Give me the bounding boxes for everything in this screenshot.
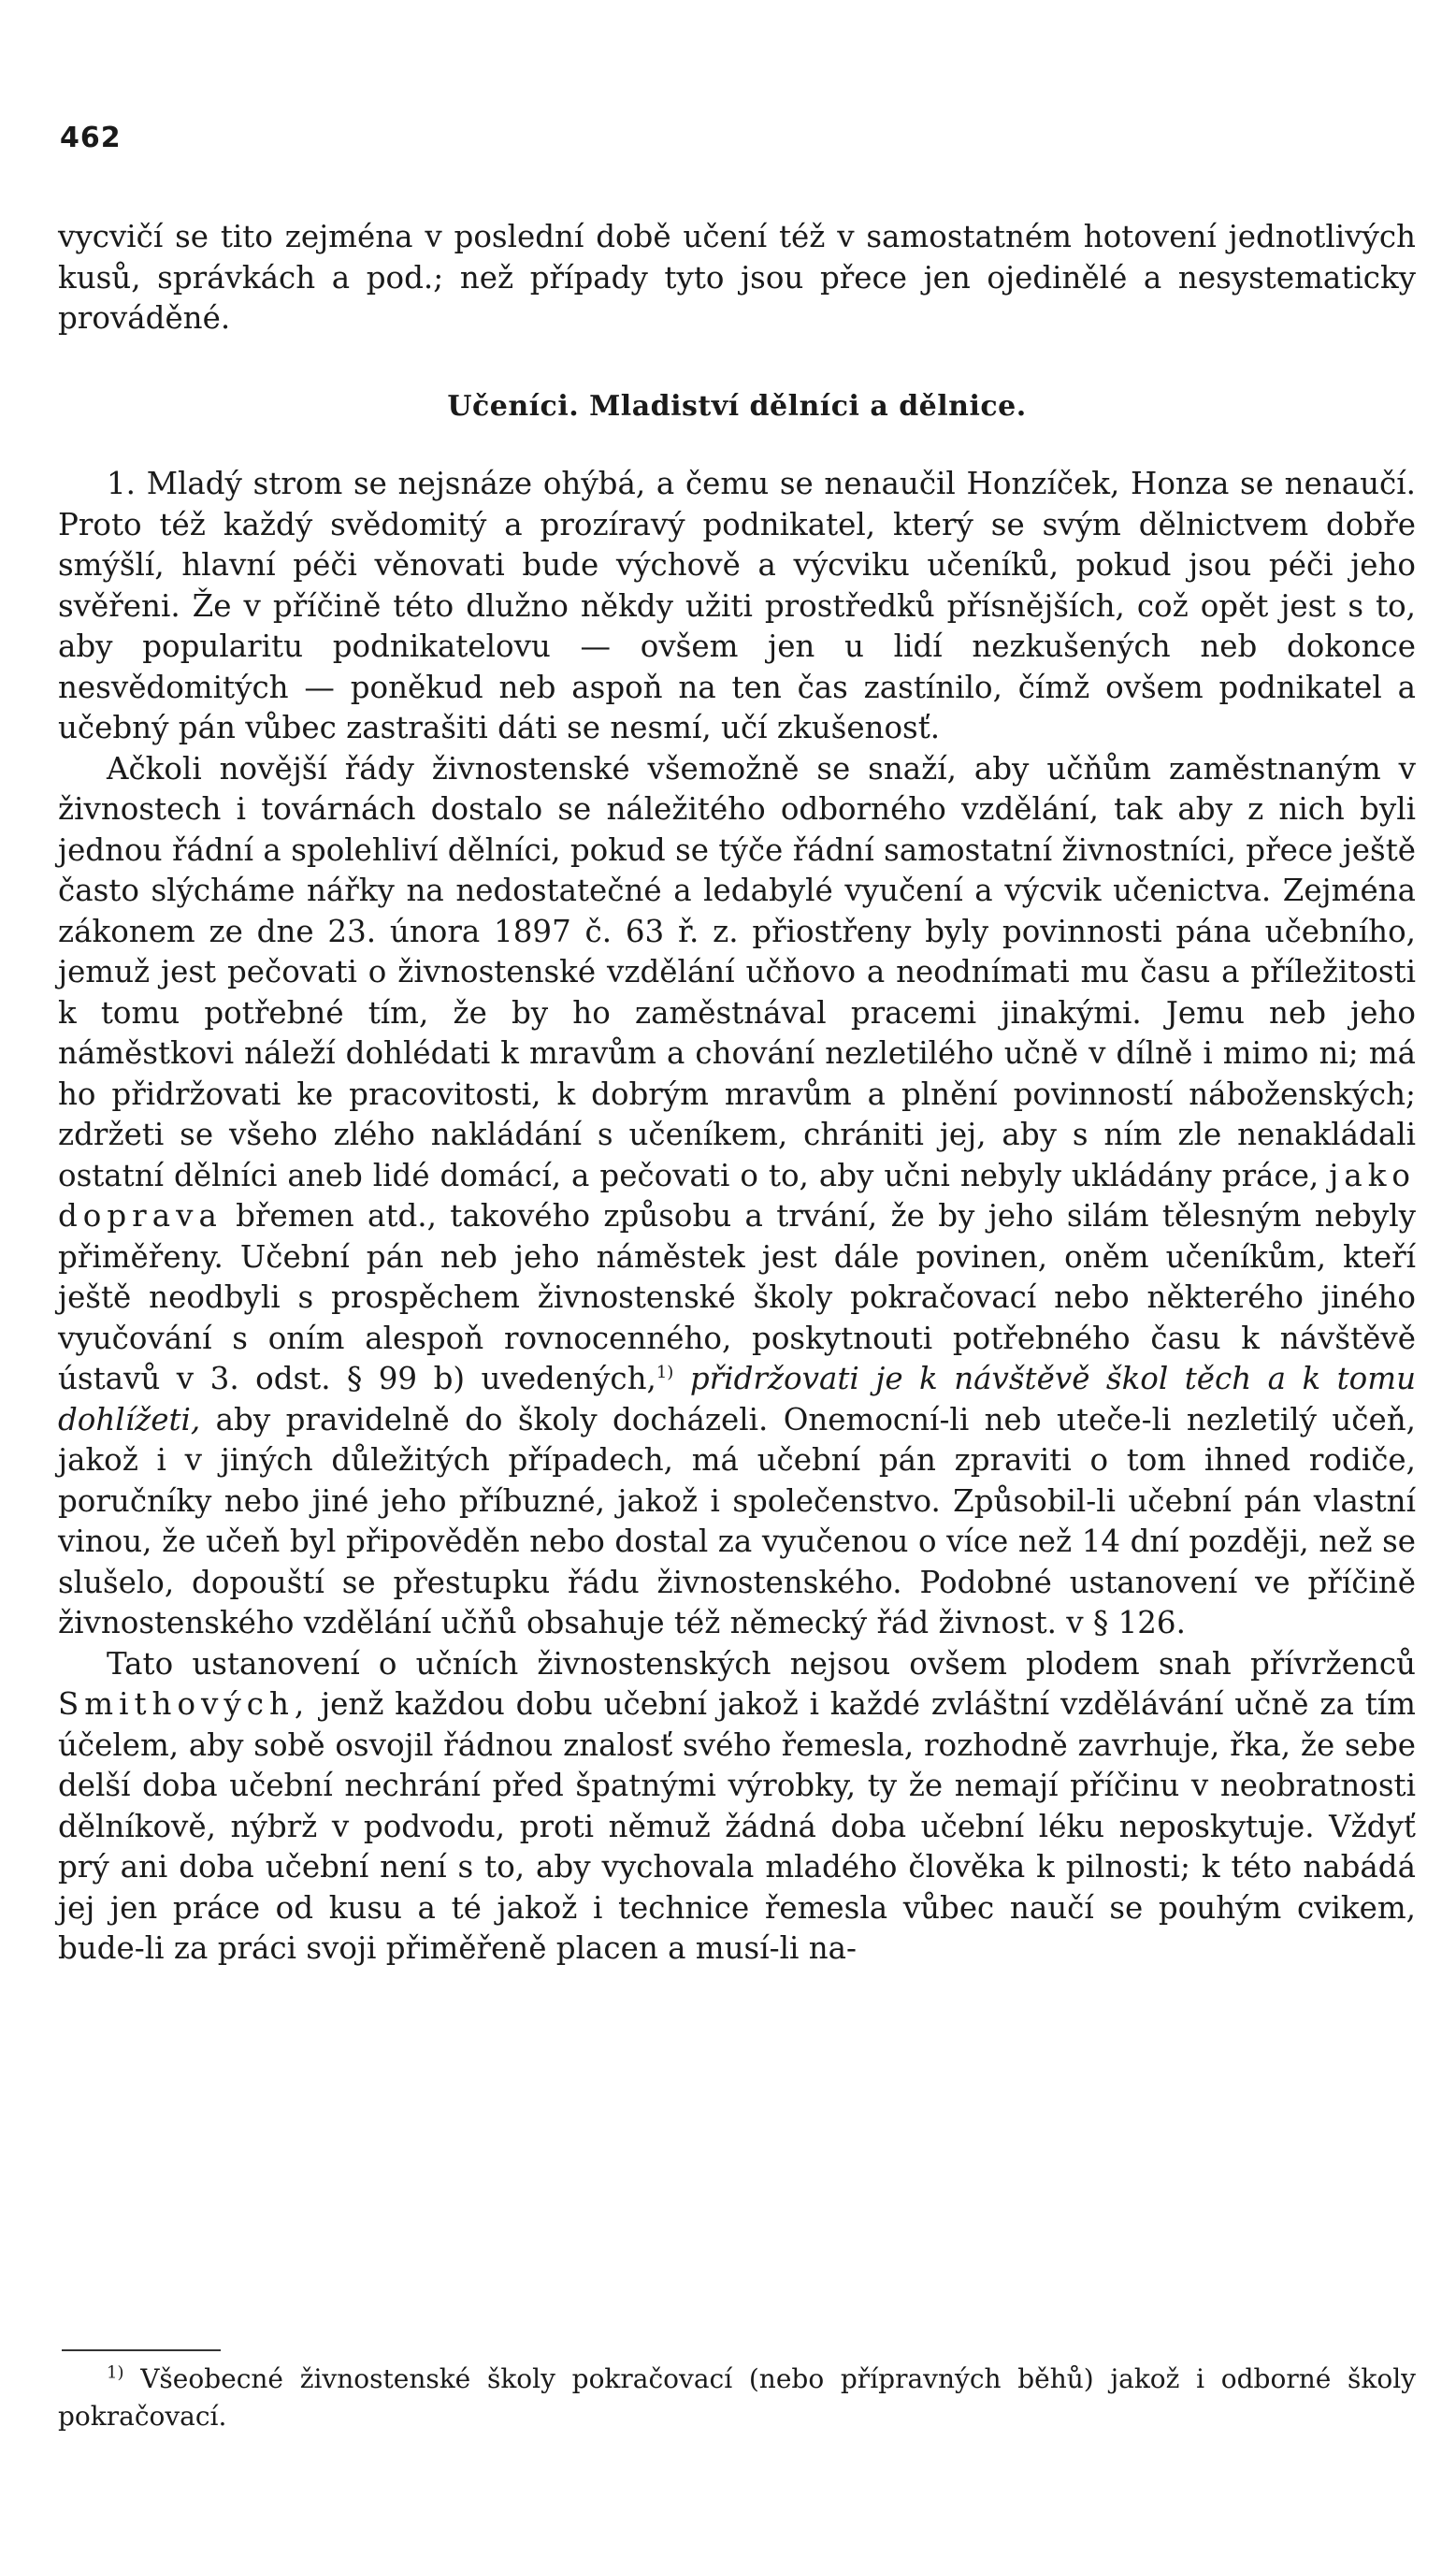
text-run: břemen atd., takového způsobu a trvání, že by jeho silám tělesným nebyly přiměřeny. Učební pán neb jeho náměstek jest dále povinen, oněm učeníkům, kteří ještě neodbyli s prospěchem živnostenské školy pokračovací nebo některého jiného vyučování s oním alespoň rovnocenného, poskytnouti potřebného času k návštěvě ústavů v 3. odst. § 99 b) uvedených,: [58, 1198, 1416, 1396]
paragraph: [58, 1644, 1416, 1970]
italic-emphasis: přidržovati je k návštěvě škol těch a k tomu dohlížeti,: [58, 1361, 1416, 1437]
paragraph: vycvičí se tito zejména v poslední době učení též v samostatném hotovení jednotlivých kusů, správkách a pod.; než případy tyto jsou přece jen ojedinělé a nesystematicky prováděné.: [58, 219, 1416, 336]
section-heading: Učeníci. Mladiství dělníci a dělnice.: [447, 389, 1027, 423]
body-text: [58, 217, 1416, 1970]
text-run: Tato ustanovení o učních živnostenských nejsou ovšem plodem snah přívrženců: [107, 1645, 1416, 1682]
footnote-divider: [62, 2349, 221, 2351]
page-number: 462: [60, 122, 122, 154]
spaced-emphasis: jako doprava: [58, 1157, 1416, 1234]
footnote-marker: 1): [107, 2362, 124, 2383]
footnote: [58, 2361, 1416, 2435]
footnote-text: Všeobecné živnostenské školy pokračovací (nebo přípravných běhů) jakož i odborné školy pokračovací.: [58, 2363, 1416, 2432]
spaced-emphasis: Smithových,: [58, 1686, 310, 1722]
text-run: jenž každou dobu učební jakož i každé zvláštní vzdělávání učně za tím účelem, aby sobě osvojil řádnou znalosť svého řemesla, rozhodně zavrhuje, řka, že sebe delší doba učební nechrání před špatnými výrobky, ty že nemají příčinu v neobratnosti dělníkově, nýbrž v podvodu, proti němuž žádná doba učební léku neposkytuje. Vždyť prý ani doba učební není s to, aby vychovala mladého člověka k pilnosti; k této nabádá jej jen práce od kusu a té jakož i technice řemesla vůbec naučí se pouhým cvikem, bude-li za práci svoji přiměřeně placen a musí-li na-: [58, 1686, 1416, 1966]
text-run: aby pravidelně do školy docházeli. Onemocní-li neb uteče-li nezletilý učeň, jakož i v jiných důležitých případech, má učební pán zpraviti o tom ihned rodiče, poručníky nebo jiné jeho příbuzné, jakož i společenstvo. Způsobil-li učební pán vlastní vinou, že učeň byl připověděn nebo dostal za vyučenou o více než 14 dní později, než se slušelo, dopouští se přestupku řádu živnostenského. Podobné ustanovení ve příčině živnostenského vzdělání učňů obsahuje též německý řád živnost. v § 126.: [58, 1401, 1416, 1640]
paragraph: 1. Mladý strom se nejsnáze ohýbá, a čemu se nenaučil Honzíček, Honza se nenaučí. Proto též každý svědomitý a prozíravý podnikatel, který se svým dělnictvem dobře smýšlí, hlavní péči věnovati bude výchově a výcviku učeníků, pokud jsou péči jeho svěřeni. Že v příčině této dlužno někdy užiti prostředků přísnějších, což opět jest s to, aby popularitu podnikatelovu — ovšem jen u lidí nezkušených neb dokonce nesvědomitých — poněkud neb aspoň na ten čas zastínilo, čímž ovšem podnikatel a učebný pán vůbec zastrašiti dáti se nesmí, učí zkušenosť.: [58, 466, 1416, 745]
footnote-reference: 1): [656, 1363, 674, 1383]
paragraph: [58, 749, 1416, 1644]
text-run: Ačkoli novější řády živnostenské všemožně se snaží, aby učňům zaměstnaným v živnostech i továrnách dostalo se náležitého odborného vzdělání, tak aby z nich byli jednou řádní a spolehliví dělníci, pokud se týče řádní samostatní živnostníci, přece ještě často slýcháme nářky na nedostatečné a ledabylé vyučení a výcvik učenictva. Zejména zákonem ze dne 23. února 1897 č. 63 ř. z. přiostřeny byly povinnosti pána učebního, jemuž jest pečovati o živnostenské vzdělání učňovo a neodnímati mu času a příležitosti k tomu potřebné tím, že by ho zaměstnával pracemi jinakými. Jemu neb jeho náměstkovi náleží dohlédati k mravům a chování nezletilého učně v dílně i mimo ni; má ho přidržovati ke pracovitosti, k dobrým mravům a plnění povinností náboženských; zdržeti se všeho zlého nakládání s učeníkem, chrániti jej, aby s ním zle nenakládali ostatní dělníci aneb lidé domácí, a pečovati o to, aby učni nebyly ukládány práce,: [58, 750, 1416, 1193]
